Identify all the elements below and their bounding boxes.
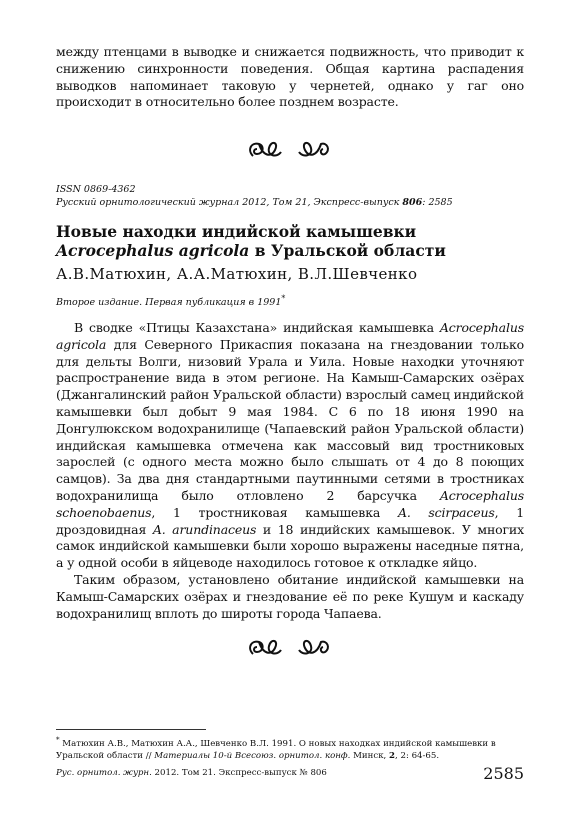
journal-citation bbox=[56, 196, 524, 209]
footer-journal-issue: 2012. Том 21. Экспресс-выпуск № 806 bbox=[151, 768, 327, 778]
text-run: и 18 индийских камышевок. У многих самок индийской камышевки были хорошо выражены наседные пятна, а у одной особи в яйцеводе находилось готовое к откладке яйцо. bbox=[56, 521, 525, 571]
body-paragraph-2: Таким образом, установлено обитание индийской камышевки на Камыш-Самарских озёрах и гнездование её по реке Кушум и каскаду водохранилищ вплоть до широты города Чапаева. bbox=[56, 571, 524, 621]
text-run: Минск, bbox=[350, 750, 390, 761]
source-title: Материалы 10-й Всесоюз. орнитол. конф. bbox=[154, 750, 351, 761]
section-divider-ornament bbox=[0, 138, 579, 170]
species-name: A. arundinaceus bbox=[152, 521, 257, 537]
volume: 2 bbox=[389, 750, 396, 761]
authors-block bbox=[56, 265, 524, 284]
edition-note bbox=[56, 292, 524, 309]
edition-text: Второе издание. Первая публикация в 1991 bbox=[56, 297, 282, 309]
ornament-icon bbox=[245, 636, 335, 662]
body-paragraph-1 bbox=[56, 320, 524, 572]
journal-name: Русский орнитологический журнал 2012, Том 21, Экспресс-выпуск bbox=[56, 197, 403, 208]
page-footer bbox=[56, 764, 524, 786]
species-name: Acrocephalus agricola bbox=[56, 320, 524, 352]
issn: ISSN 0869-4362 bbox=[56, 184, 136, 195]
species-name: Acrocephalus schoenobaenus bbox=[56, 487, 524, 520]
footnote-marker: * bbox=[56, 735, 60, 744]
issue-number: 806 bbox=[402, 197, 423, 208]
title-line-1: Новые находки индийской камышевки bbox=[56, 222, 417, 241]
title-rest: в Уральской области bbox=[249, 241, 446, 260]
text-run: , 1 тростниковая камышевка bbox=[151, 504, 398, 520]
text-run: для Северного Прикаспия показана на гнездовании только для дельты Волги, низовий Урала и Уила. Новые находки уточняют распространение вида в этом регионе. На Камыш-Самарских озёрах (Джангалинский район Уральской области) взрослый самец индийской камышевки был добыт 9 мая 1984. С 6 по 18 июня 1990 на Донгулюкском водохранилище (Чапаевский район Уральской области) индийская камышевка отмечена как массовый вид тростниковых зарослей (с одного места можно было слышать от 4 до 8 поющих самцов). За два дня стандартными паутинными сетями в тростниках водохранилища было отловлено 2 барсучка bbox=[56, 336, 524, 503]
title-line-2 bbox=[56, 241, 524, 260]
footnote bbox=[56, 734, 524, 762]
footer-journal bbox=[56, 768, 327, 778]
page-ref: : 2585 bbox=[422, 197, 453, 208]
article-meta bbox=[56, 183, 524, 209]
title-species: Acrocephalus agricola bbox=[56, 241, 250, 260]
text-run: , 2: 64-65. bbox=[395, 750, 440, 761]
ornament-icon bbox=[245, 138, 335, 164]
previous-article-text bbox=[56, 44, 524, 111]
text-run: Матюхин А.В., Матюхин А.А., Шевченко В.Л. 1991. О новых находках индийской камышевки в Уральской области // bbox=[56, 738, 496, 761]
footer-journal-abbrev: Рус. орнитол. журн. bbox=[56, 768, 152, 778]
edition-block bbox=[56, 292, 524, 309]
footnote-ref[interactable]: * bbox=[281, 294, 286, 303]
text-run: В сводке «Птицы Казахстана» индийская камышевка bbox=[74, 320, 440, 335]
article-title bbox=[56, 222, 524, 260]
end-divider-ornament bbox=[0, 636, 579, 668]
species-name: A. scirpaceus bbox=[397, 504, 495, 520]
page-number: 2585 bbox=[483, 764, 524, 783]
authors: А.В.Матюхин, А.А.Матюхин, В.Л.Шевченко bbox=[56, 265, 418, 283]
footnote-rule bbox=[56, 729, 206, 730]
text-run: , 1 дроздовидная bbox=[56, 504, 525, 537]
previous-paragraph: между птенцами в выводке и снижается подвижность, что приводит к снижению синхронности поведения. Общая картина распадения выводков напоминает таковую у чернетей, однако у гаг оно происходит в относительно более позднем возрасте. bbox=[56, 44, 524, 110]
article-body bbox=[56, 320, 524, 622]
